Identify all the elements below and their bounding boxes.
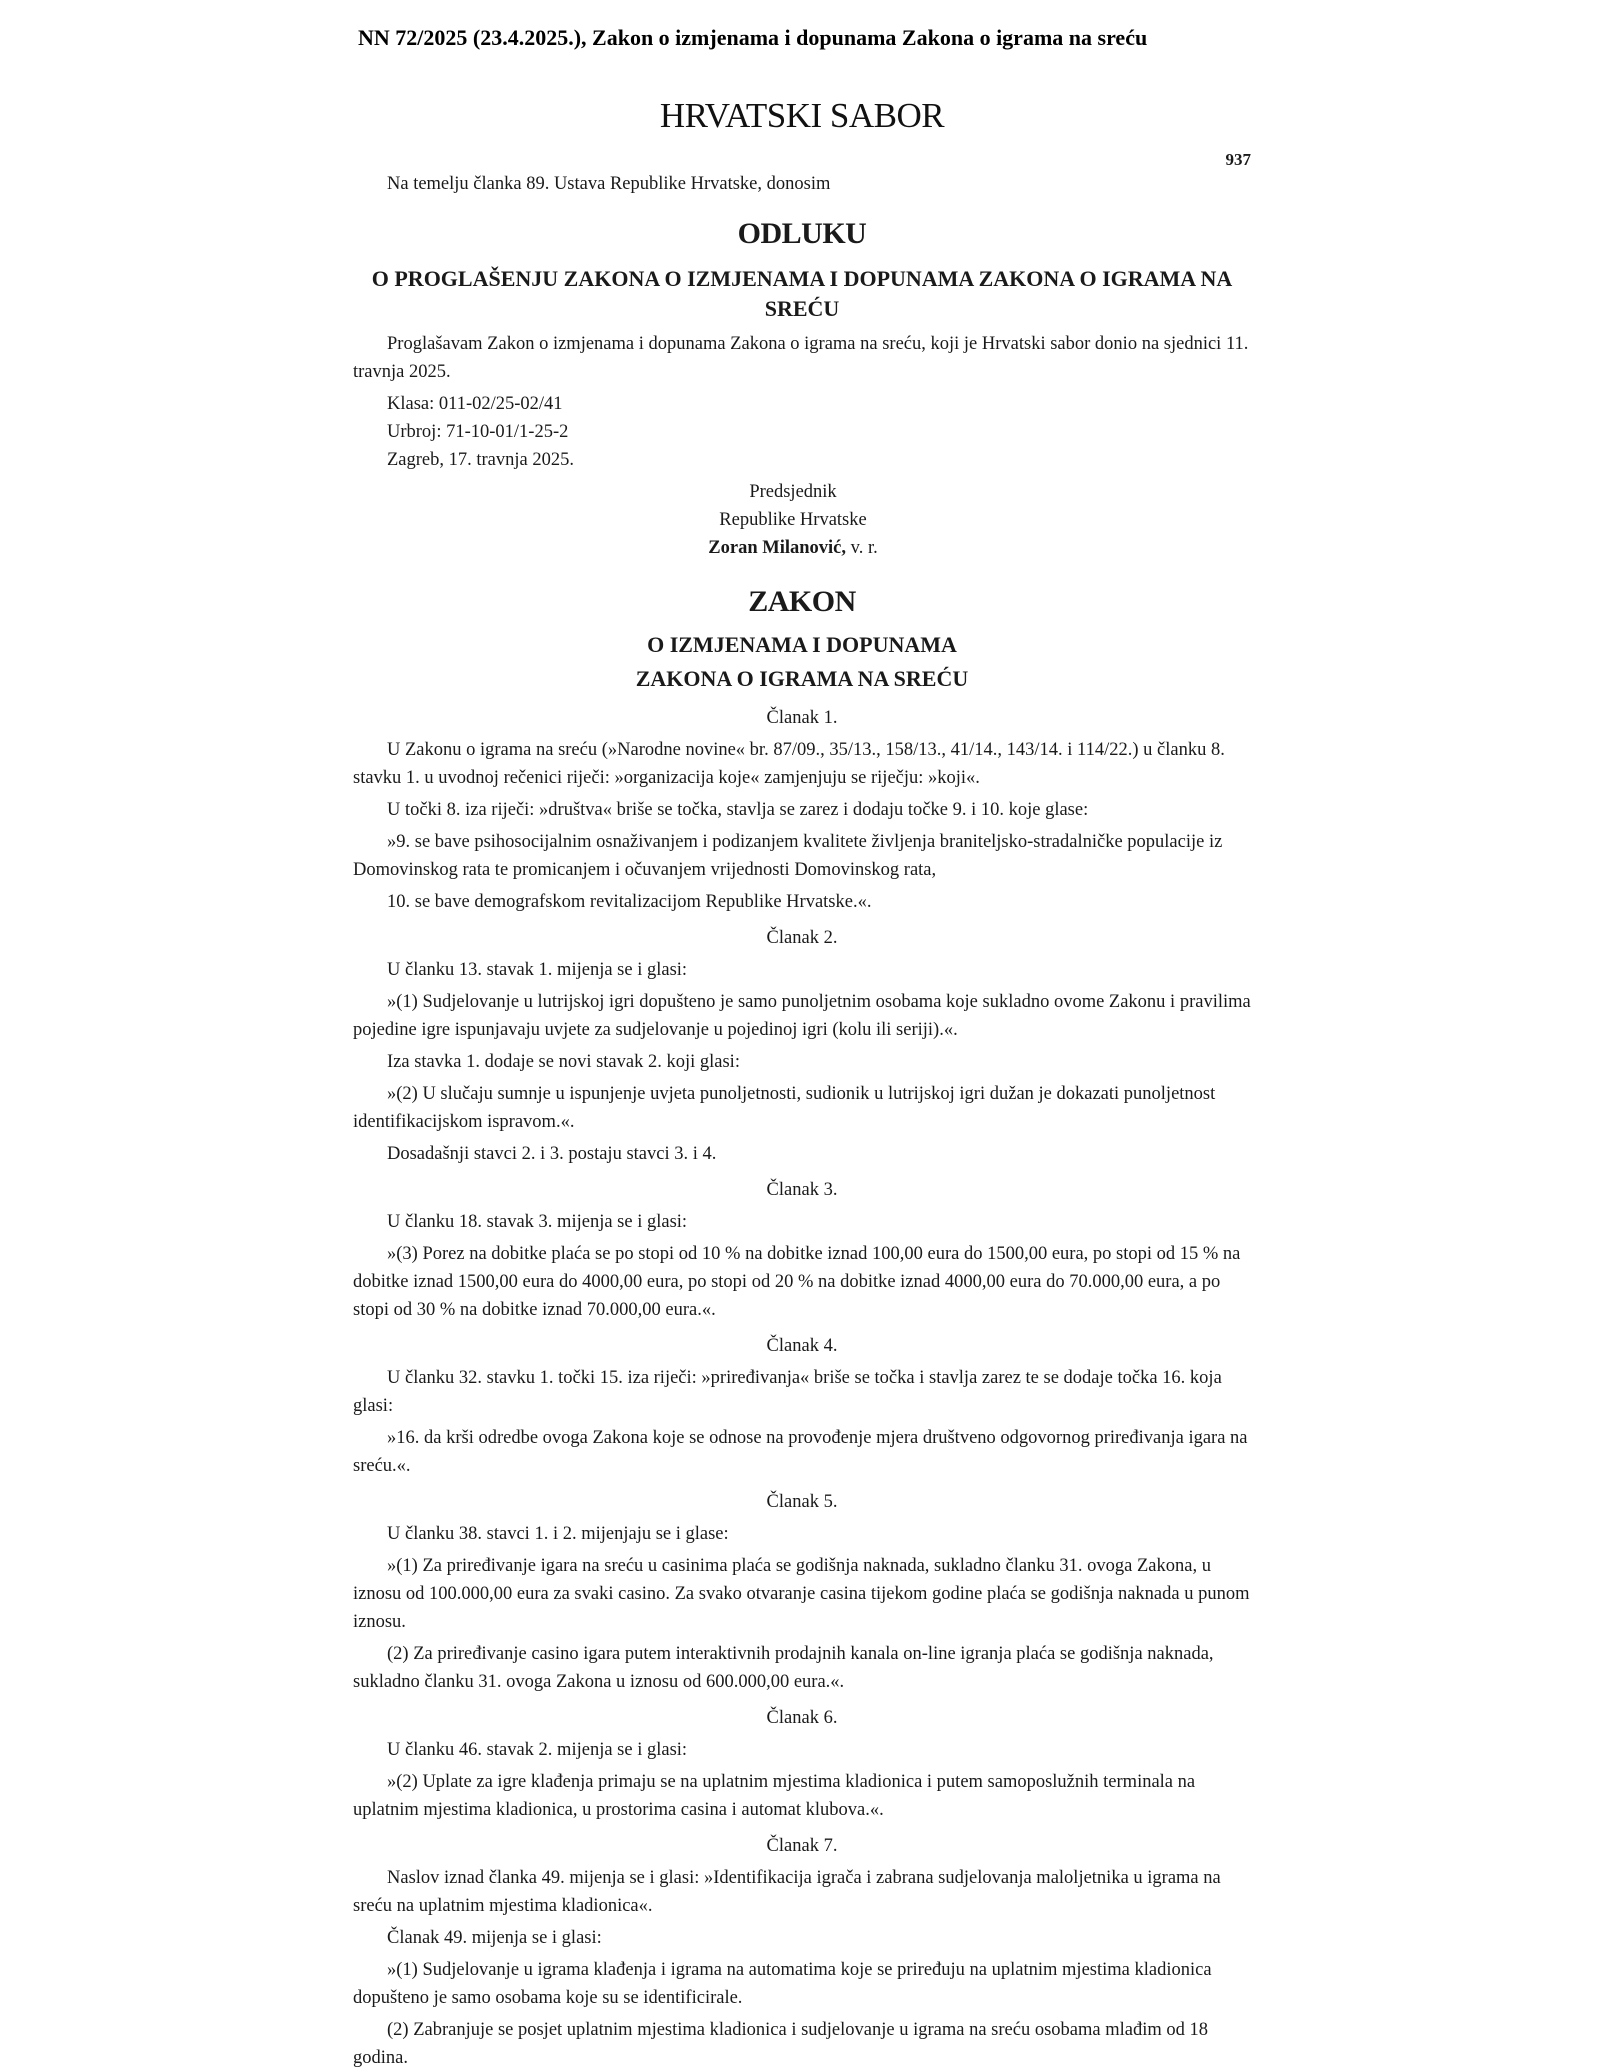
article-paragraph: Naslov iznad članka 49. mijenja se i glasi: »Identifikacija igrača i zabrana sudjelovanja maloljetnika u igrama na sreću na uplatnim mjestima kladionica«. [353, 1868, 1221, 1916]
signatory-name: Zoran Milanović, [708, 538, 847, 558]
klasa: Klasa: 011-02/25-02/41 [387, 394, 563, 414]
decision-subtitle: O PROGLAŠENJU ZAKONA O IZMJENAMA I DOPUNAMA ZAKONA O IGRAMA NA SREĆU [371, 266, 1233, 321]
articles [353, 704, 1251, 2072]
article [353, 1832, 1251, 2072]
document-header: NN 72/2025 (23.4.2025.), Zakon o izmjenama i dopunama Zakona o igrama na sreću [358, 25, 1148, 50]
decision-title: ODLUKU [737, 217, 867, 250]
article-paragraph: U članku 46. stavak 2. mijenja se i glasi: [387, 1740, 688, 1760]
article-paragraph: Iza stavka 1. dodaje se novi stavak 2. koji glasi: [387, 1052, 740, 1072]
law-subtitle [353, 628, 1251, 696]
document-page [353, 0, 1251, 2072]
article-heading: Članak 7. [766, 1836, 838, 1856]
law-subtitle-line2: ZAKONA O IGRAMA NA SREĆU [635, 666, 969, 691]
signature-line1: Predsjednik [749, 482, 837, 502]
article-paragraph: (2) Za priređivanje casino igara putem interaktivnih prodajnih kanala on-line igranja plaća se godišnja naknada, sukladno članku 31. ovoga Zakona u iznosu od 600.000,00 eura.«. [353, 1644, 1214, 1692]
article [353, 1332, 1251, 1480]
article-paragraph: U točki 8. iza riječi: »društva« briše se točka, stavlja se zarez i dodaju točke 9. i 10. koje glase: [387, 800, 1089, 820]
article [353, 704, 1251, 916]
urbroj: Urbroj: 71-10-01/1-25-2 [387, 422, 569, 442]
article-paragraph: Dosadašnji stavci 2. i 3. postaju stavci 3. i 4. [387, 1144, 717, 1164]
article-paragraph: U Zakonu o igrama na sreću (»Narodne novine« br. 87/09., 35/13., 158/13., 41/14., 143/14. i 114/22.) u članku 8. stavku 1. u uvodnoj rečenici riječi: »organizacija koje« zamjenjuju se riječju: »koji«. [353, 740, 1225, 788]
article-paragraph: U članku 32. stavku 1. točki 15. iza riječi: »priređivanja« briše se točka i stavlja zarez te se dodaje točka 16. koja glasi: [353, 1368, 1222, 1416]
article-paragraph: U članku 18. stavak 3. mijenja se i glasi: [387, 1212, 688, 1232]
signature-suffix: v. r. [846, 538, 878, 558]
article-paragraph: »(2) U slučaju sumnje u ispunjenje uvjeta punoljetnosti, sudionik u lutrijskoj igri dužan je dokazati punoljetnost identifikacijskom ispravom.«. [353, 1084, 1216, 1132]
article [353, 1176, 1251, 1324]
document-number: 937 [1225, 150, 1251, 169]
article-paragraph: »9. se bave psihosocijalnim osnaživanjem i podizanjem kvalitete življenja braniteljsko-stradalničke populacije iz Domovinskog rata te promicanjem i očuvanjem vrijednosti Domovinskog rata, [353, 832, 1223, 880]
article-paragraph: Članak 49. mijenja se i glasi: [387, 1928, 602, 1948]
institution-title: HRVATSKI SABOR [659, 96, 945, 135]
article-paragraph: »(2) Uplate za igre klađenja primaju se na uplatnim mjestima kladionica i putem samoposlužnih terminala na uplatnim mjestima kladionica, u prostorima casina i automat klubova.«. [353, 1772, 1196, 1820]
article-paragraph: »(3) Porez na dobitke plaća se po stopi od 10 % na dobitke iznad 100,00 eura do 1500,00 eura, po stopi od 15 % na dobitke iznad 1500,00 eura do 4000,00 eura, po stopi od 20 % na dobitke iznad 4000,00 eura do 70.000,00 eura, a po stopi od 30 % na dobitke iznad 70.000,00 eura.«. [353, 1244, 1241, 1320]
article-paragraph: »(1) Sudjelovanje u lutrijskoj igri dopušteno je samo punoljetnim osobama koje sukladno ovome Zakonu i pravilima pojedine igre ispunjavaju uvjete za sudjelovanje u pojedinoj igri (kolu ili seriji).«. [353, 992, 1251, 1040]
article-paragraph: U članku 13. stavak 1. mijenja se i glasi: [387, 960, 688, 980]
article [353, 1488, 1251, 1696]
law-subtitle-line1: O IZMJENAMA I DOPUNAMA [647, 632, 957, 657]
decision-text: Proglašavam Zakon o izmjenama i dopunama Zakona o igrama na sreću, koji je Hrvatski sabor donio na sjednici 11. travnja 2025. [353, 334, 1249, 382]
article-heading: Članak 1. [766, 708, 838, 728]
article-paragraph: (2) Zabranjuje se posjet uplatnim mjestima kladionica i sudjelovanje u igrama na sreću osobama mlađim od 18 godina. [353, 2020, 1208, 2068]
signature-block [643, 478, 943, 562]
article-paragraph: »(1) Za priređivanje igara na sreću u casinima plaća se godišnja naknada, sukladno članku 31. ovoga Zakona, u iznosu od 100.000,00 eura za svaki casino. Za svako otvaranje casina tijekom godine plaća se godišnja naknada u punom iznosu. [353, 1556, 1250, 1632]
article-heading: Članak 3. [766, 1180, 838, 1200]
article-heading: Članak 5. [766, 1492, 838, 1512]
place-date: Zagreb, 17. travnja 2025. [387, 450, 574, 470]
signature-name-line [643, 534, 943, 562]
article [353, 924, 1251, 1168]
article-paragraph: »16. da krši odredbe ovoga Zakona koje se odnose na provođenje mjera društveno odgovornog priređivanja igara na sreću.«. [353, 1428, 1248, 1476]
article-heading: Članak 4. [766, 1336, 838, 1356]
law-title: ZAKON [748, 585, 856, 618]
article-paragraph: 10. se bave demografskom revitalizacijom Republike Hrvatske.«. [387, 892, 872, 912]
article-heading: Članak 6. [766, 1708, 838, 1728]
preamble: Na temelju članka 89. Ustava Republike Hrvatske, donosim [387, 174, 831, 194]
signature-line2: Republike Hrvatske [719, 510, 867, 530]
article-heading: Članak 2. [766, 928, 838, 948]
article-paragraph: U članku 38. stavci 1. i 2. mijenjaju se i glase: [387, 1524, 729, 1544]
article-paragraph: »(1) Sudjelovanje u igrama klađenja i igrama na automatima koje se priređuju na uplatnim mjestima kladionica dopušteno je samo osobama koje su se identificirale. [353, 1960, 1212, 2008]
article [353, 1704, 1251, 1824]
